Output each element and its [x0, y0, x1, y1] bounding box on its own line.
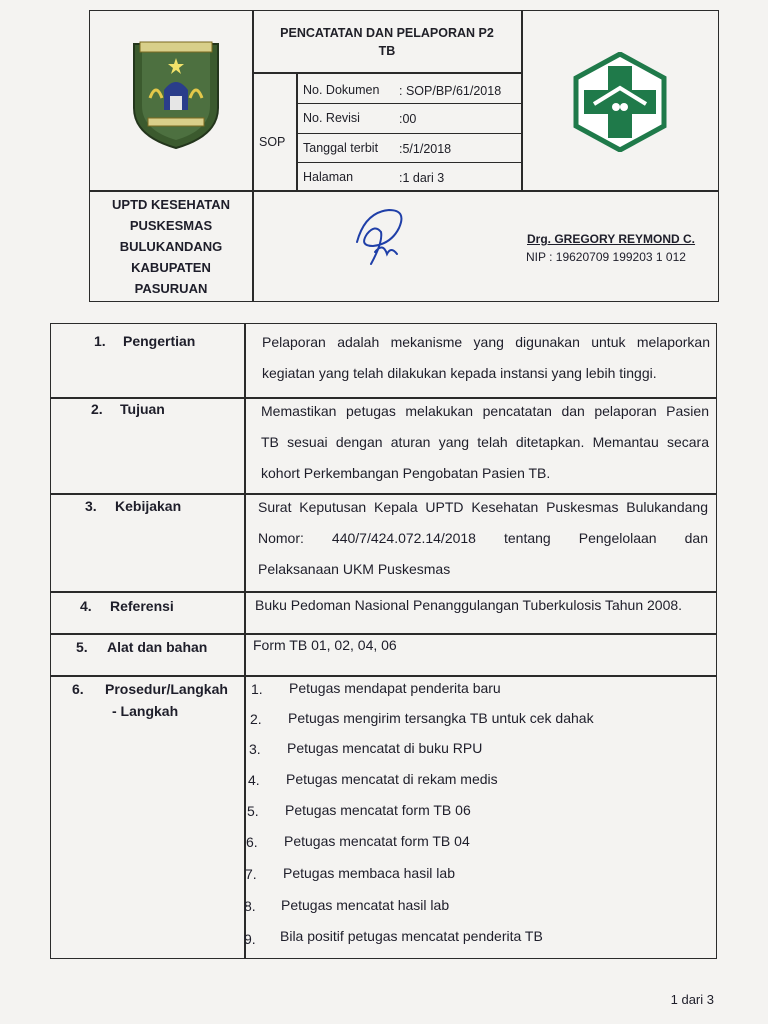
text-line: TB sesuai dengan aturan yang telah ditetapkan. Memantau secara	[261, 434, 709, 450]
institution-line: BULUKANDANG	[119, 239, 223, 254]
section-label: Prosedur/Langkah	[105, 681, 228, 697]
section-text	[262, 327, 710, 389]
institution-line: UPTD KESEHATAN	[112, 197, 230, 212]
divider	[252, 72, 521, 74]
step-number: 7.	[245, 866, 257, 882]
section-label: - Langkah	[112, 703, 179, 719]
section-text	[253, 630, 708, 661]
step-text: Petugas mencatat di rekam medis	[286, 771, 498, 787]
text-line: Nomor: 440/7/424.072.14/2018 tentang Pengelolaan dan	[258, 530, 708, 546]
institution-name	[96, 194, 246, 299]
doc-row-label: Halaman	[303, 170, 354, 184]
text-line: kohort Perkembangan Pengobatan Pasien TB.	[261, 465, 551, 481]
step-number: 9.	[244, 931, 256, 947]
doc-row-label: No. Dokumen	[303, 83, 380, 97]
section-text	[255, 590, 710, 621]
step-text: Petugas mendapat penderita baru	[289, 680, 501, 696]
section-text	[258, 492, 708, 585]
step-text: Petugas mencatat hasil lab	[281, 897, 450, 913]
institution-line: PASURUAN	[134, 281, 208, 296]
text-line: Memastikan petugas melakukan pencatatan dan pelaporan Pasien	[261, 403, 709, 419]
document-title: PENCATATAN DAN PELAPORAN P2	[280, 26, 494, 40]
divider	[252, 10, 254, 302]
text-line: Pelaksanaan UKM Puskesmas	[258, 561, 451, 577]
step-text: Petugas mengirim tersangka TB untuk cek dahak	[288, 710, 594, 726]
divider	[50, 675, 717, 677]
divider	[296, 133, 521, 134]
text-line: Pelaporan adalah mekanisme yang digunakan untuk melaporkan	[262, 334, 710, 350]
puskesmas-logo	[572, 52, 668, 152]
divider	[521, 10, 523, 192]
step-number: 1.	[251, 681, 263, 697]
section-number: 6.	[72, 681, 84, 697]
divider	[296, 72, 298, 190]
institution-line: PUSKESMAS	[129, 218, 213, 233]
step-text: Petugas mencatat form TB 06	[285, 802, 471, 818]
doc-row-label: Tanggal terbit	[303, 141, 379, 155]
step-number: 2.	[250, 711, 262, 727]
section-label: Alat dan bahan	[107, 639, 208, 655]
divider	[296, 103, 521, 104]
section-label: Pengertian	[123, 333, 196, 349]
section-label: Tujuan	[120, 401, 165, 417]
step-text: Bila positif petugas mencatat penderita TB	[280, 928, 543, 944]
signer-nip: NIP : 19620709 199203 1 012	[526, 250, 686, 264]
text-line: Surat Keputusan Kepala UPTD Kesehatan Puskesmas Bulukandang	[258, 499, 708, 515]
section-label: Referensi	[110, 598, 174, 614]
step-text: Petugas mencatat form TB 04	[284, 833, 470, 849]
page-number: 1 dari 3	[670, 992, 714, 1007]
kabupaten-logo	[128, 38, 224, 150]
signature	[345, 202, 415, 272]
section-number: 1.	[94, 333, 106, 349]
step-number: 8.	[244, 898, 256, 914]
institution-line: KABUPATEN	[131, 260, 211, 275]
step-number: 6.	[246, 834, 258, 850]
doc-row-label: No. Revisi	[303, 111, 360, 125]
section-number: 4.	[80, 598, 92, 614]
text-line: kegiatan yang telah dilakukan kepada instansi yang lebih tinggi.	[262, 365, 657, 381]
text-line: Form TB 01, 02, 04, 06	[253, 637, 397, 653]
sop-label: SOP	[259, 135, 286, 149]
section-number: 3.	[85, 498, 97, 514]
document-title-line2: TB	[378, 44, 396, 58]
signer-name: Drg. GREGORY REYMOND C.	[527, 232, 696, 246]
step-number: 4.	[248, 772, 260, 788]
divider	[296, 162, 521, 163]
divider	[89, 190, 719, 192]
doc-row-value: :5/1/2018	[399, 142, 452, 156]
step-text: Petugas membaca hasil lab	[283, 865, 455, 881]
step-number: 5.	[247, 803, 259, 819]
section-number: 2.	[91, 401, 103, 417]
divider	[244, 323, 246, 959]
doc-row-value: :00	[399, 112, 417, 126]
doc-row-value: :1 dari 3	[399, 171, 445, 185]
section-label: Kebijakan	[115, 498, 182, 514]
doc-row-value: : SOP/BP/61/2018	[399, 84, 502, 98]
step-number: 3.	[249, 741, 261, 757]
step-text: Petugas mencatat di buku RPU	[287, 740, 483, 756]
text-line: Buku Pedoman Nasional Penanggulangan Tuberkulosis Tahun 2008.	[255, 597, 683, 613]
section-number: 5.	[76, 639, 88, 655]
section-text	[261, 396, 709, 489]
